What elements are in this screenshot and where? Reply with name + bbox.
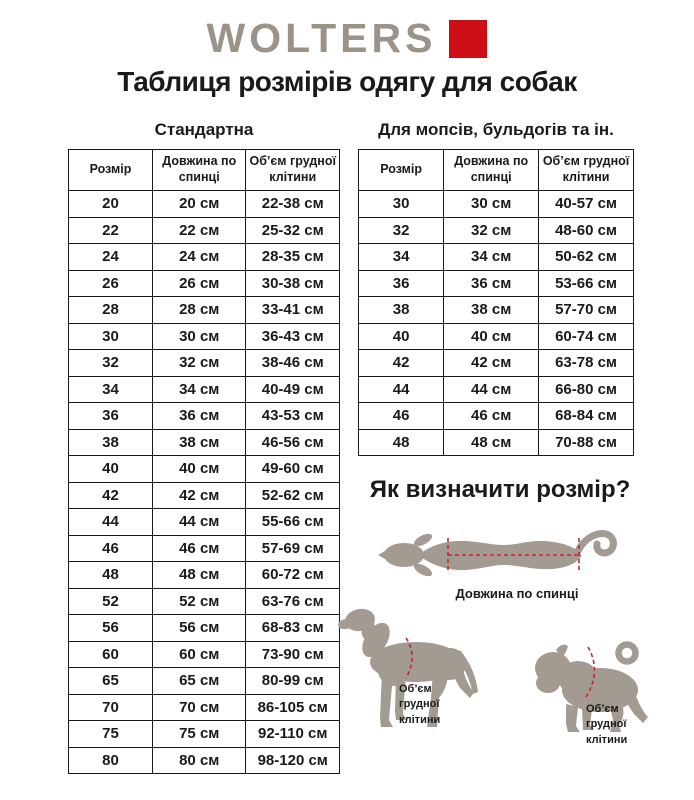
table-cell: 32 см: [444, 217, 539, 244]
table-row: [69, 191, 340, 218]
chest-label: [399, 682, 463, 728]
table-row: [69, 562, 340, 589]
table-cell: 75 см: [153, 721, 246, 748]
table-cell: 34 см: [153, 376, 246, 403]
table-cell: 36-43 см: [246, 323, 340, 350]
table-cell: 70: [69, 694, 153, 721]
table-cell: 40-57 см: [539, 191, 634, 218]
table-cell: 48 см: [444, 429, 539, 456]
table-cell: 92-110 см: [246, 721, 340, 748]
table-cell: 46 см: [444, 403, 539, 430]
table-row: [69, 694, 340, 721]
table-cell: 40 см: [444, 323, 539, 350]
table-cell: 42: [359, 350, 444, 377]
pug-size-table: [358, 149, 634, 456]
column-header-back-length: Довжина по спинці: [153, 150, 246, 191]
table-cell: 20 см: [153, 191, 246, 218]
table-cell: 60 см: [153, 641, 246, 668]
table-row: [359, 217, 634, 244]
table-cell: 36 см: [444, 270, 539, 297]
table-cell: 80 см: [153, 747, 246, 774]
table-cell: 44 см: [153, 509, 246, 536]
chest-label-line: Об’єм: [399, 683, 432, 695]
table-cell: 46-56 см: [246, 429, 340, 456]
table-cell: 30 см: [444, 191, 539, 218]
table-cell: 98-120 см: [246, 747, 340, 774]
table-cell: 28 см: [153, 297, 246, 324]
table-cell: 65 см: [153, 668, 246, 695]
chest-label-line: клітини: [399, 713, 441, 726]
table-cell: 50-62 см: [539, 244, 634, 271]
table-cell: 38 см: [153, 429, 246, 456]
table-cell: 38: [69, 429, 153, 456]
table-row: [69, 641, 340, 668]
back-length-label: Довжина по спинці: [455, 586, 579, 601]
table-row: [359, 270, 634, 297]
dog-tail: [578, 533, 613, 553]
table-cell: 86-105 см: [246, 694, 340, 721]
column-header-chest: Об’єм грудної клітини: [246, 150, 340, 191]
table-cell: 40 см: [153, 456, 246, 483]
table-cell: 70 см: [153, 694, 246, 721]
table-row: [69, 376, 340, 403]
table-row: [359, 297, 634, 324]
chest-label-line: Об’єм: [586, 703, 619, 715]
table-cell: 30: [359, 191, 444, 218]
table-cell: 34 см: [444, 244, 539, 271]
table-cell: 36 см: [153, 403, 246, 430]
table-cell: 25-32 см: [246, 217, 340, 244]
table-cell: 40-49 см: [246, 376, 340, 403]
table-cell: 34: [69, 376, 153, 403]
table-cell: 49-60 см: [246, 456, 340, 483]
page-title: Таблиця розмірів одягу для собак: [117, 66, 577, 97]
table-row: [69, 668, 340, 695]
table-cell: 38: [359, 297, 444, 324]
table-cell: 46: [69, 535, 153, 562]
table-cell: 75: [69, 721, 153, 748]
table-cell: 46 см: [153, 535, 246, 562]
table-cell: 52 см: [153, 588, 246, 615]
table-row: [359, 429, 634, 456]
table-cell: 44 см: [444, 376, 539, 403]
table-cell: 22: [69, 217, 153, 244]
table-cell: 80: [69, 747, 153, 774]
table-cell: 24 см: [153, 244, 246, 271]
table-row: [69, 721, 340, 748]
table-cell: 46: [359, 403, 444, 430]
table-cell: 48: [69, 562, 153, 589]
table-cell: 53-66 см: [539, 270, 634, 297]
table-cell: 22-38 см: [246, 191, 340, 218]
table-cell: 22 см: [153, 217, 246, 244]
table-cell: 56 см: [153, 615, 246, 642]
column-header-size: Розмір: [69, 150, 153, 191]
guide-heading: Як визначити розмір?: [369, 476, 631, 503]
table-row: [69, 588, 340, 615]
table-cell: 66-80 см: [539, 376, 634, 403]
table-cell: 40: [69, 456, 153, 483]
brand-logo-red-square-icon: [449, 20, 487, 58]
table-cell: 33-41 см: [246, 297, 340, 324]
table-row: [69, 323, 340, 350]
table-cell: 28: [69, 297, 153, 324]
table-cell: 70-88 см: [539, 429, 634, 456]
table-cell: 73-90 см: [246, 641, 340, 668]
table-cell: 20: [69, 191, 153, 218]
brand-logo-text: WOLTERS: [206, 15, 437, 61]
table-cell: 52: [69, 588, 153, 615]
table-cell: 63-76 см: [246, 588, 340, 615]
table-cell: 32: [359, 217, 444, 244]
table-cell: 57-69 см: [246, 535, 340, 562]
table-row: [359, 350, 634, 377]
table-header-row: [69, 150, 340, 191]
column-header-back-length: Довжина по спинці: [444, 150, 539, 191]
table-cell: 26: [69, 270, 153, 297]
table-cell: 24: [69, 244, 153, 271]
table-row: [69, 429, 340, 456]
table-header-row: [359, 150, 634, 191]
table-cell: 56: [69, 615, 153, 642]
column-header-chest: Об’єм грудної клітини: [539, 150, 634, 191]
table-row: [359, 376, 634, 403]
table-cell: 55-66 см: [246, 509, 340, 536]
table-cell: 43-53 см: [246, 403, 340, 430]
table-cell: 42 см: [444, 350, 539, 377]
bulldog-curled-tail: [619, 645, 636, 662]
table-row: [69, 509, 340, 536]
table-cell: 38 см: [444, 297, 539, 324]
table-cell: 80-99 см: [246, 668, 340, 695]
table-cell: 26 см: [153, 270, 246, 297]
table-cell: 60-74 см: [539, 323, 634, 350]
chest-label: [586, 702, 650, 748]
table-row: [359, 191, 634, 218]
chest-label-line: клітини: [586, 733, 628, 746]
table-row: [69, 217, 340, 244]
table-row: [69, 456, 340, 483]
table-row: [69, 747, 340, 774]
table-cell: 48 см: [153, 562, 246, 589]
standard-table-section: [68, 120, 340, 774]
table-cell: 40: [359, 323, 444, 350]
table-row: [69, 615, 340, 642]
table-cell: 36: [69, 403, 153, 430]
dog-top-view-silhouette: [376, 527, 618, 585]
table-cell: 30-38 см: [246, 270, 340, 297]
table-cell: 28-35 см: [246, 244, 340, 271]
pug-table-section: [358, 120, 634, 456]
table-cell: 32 см: [153, 350, 246, 377]
chest-label-line: грудної: [399, 698, 440, 711]
table-cell: 48-60 см: [539, 217, 634, 244]
table-cell: 38-46 см: [246, 350, 340, 377]
table-cell: 32: [69, 350, 153, 377]
table-cell: 36: [359, 270, 444, 297]
table-cell: 42: [69, 482, 153, 509]
table-cell: 60: [69, 641, 153, 668]
column-header-size: Розмір: [359, 150, 444, 191]
table-row: [359, 244, 634, 271]
table-row: [69, 403, 340, 430]
table-row: [69, 244, 340, 271]
table-cell: 44: [359, 376, 444, 403]
table-row: [359, 403, 634, 430]
table-cell: 68-84 см: [539, 403, 634, 430]
table-row: [69, 535, 340, 562]
table-cell: 60-72 см: [246, 562, 340, 589]
table-cell: 42 см: [153, 482, 246, 509]
chest-label-line: грудної: [586, 718, 627, 731]
table-row: [69, 482, 340, 509]
table-cell: 63-78 см: [539, 350, 634, 377]
table-cell: 44: [69, 509, 153, 536]
pug-table-subtitle: Для мопсів, бульдогів та ін.: [378, 120, 614, 139]
table-row: [69, 297, 340, 324]
table-cell: 68-83 см: [246, 615, 340, 642]
table-cell: 52-62 см: [246, 482, 340, 509]
standard-table-subtitle: Стандартна: [154, 120, 254, 139]
table-cell: 34: [359, 244, 444, 271]
table-cell: 30: [69, 323, 153, 350]
table-cell: 57-70 см: [539, 297, 634, 324]
standard-size-table: [68, 149, 340, 774]
table-cell: 30 см: [153, 323, 246, 350]
table-row: [69, 270, 340, 297]
table-cell: 48: [359, 429, 444, 456]
brand-logo: [0, 15, 694, 61]
table-row: [69, 350, 340, 377]
table-row: [359, 323, 634, 350]
table-cell: 65: [69, 668, 153, 695]
